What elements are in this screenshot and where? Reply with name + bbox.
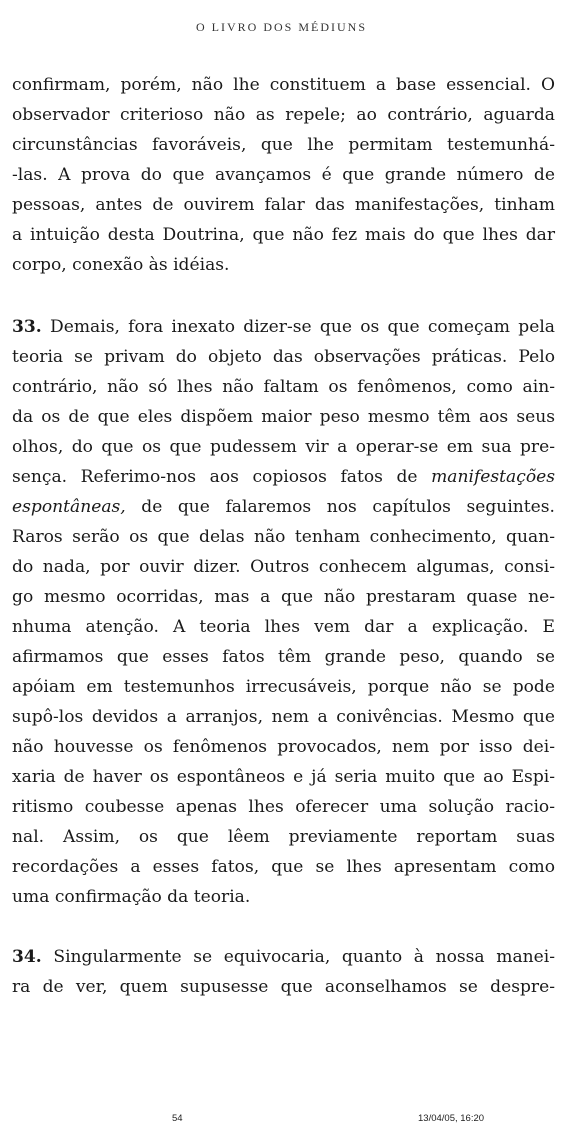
text-line xyxy=(12,492,555,522)
italic-term: manifestações xyxy=(431,467,555,487)
text-line: ritismo coubesse apenas lhes oferecer uma solução racio- xyxy=(12,797,555,817)
text-line xyxy=(12,942,555,972)
text-line: corpo, conexão às idéias. xyxy=(12,255,230,275)
text-line: não houvesse os fenômenos provocados, nem por isso dei- xyxy=(12,737,555,757)
text-line: recordações a esses fatos, que se lhes apresentam como xyxy=(12,857,555,877)
text-line: nal. Assim, os que lêem previamente reportam suas xyxy=(12,827,555,847)
text-line xyxy=(12,312,555,342)
text-line: confirmam, porém, não lhe constituem a base essencial. O xyxy=(12,75,555,95)
text-run: sença. Referimo-nos aos copiosos fatos de xyxy=(12,467,432,487)
italic-term: espontâneas, xyxy=(12,497,126,517)
text-line: circunstâncias favoráveis, que lhe permitam testemunhá- xyxy=(12,135,555,155)
paragraph-33 xyxy=(12,312,555,912)
paragraph-continuation xyxy=(12,70,555,280)
text-line: apóiam em testemunhos irrecusáveis, porque não se pode xyxy=(12,677,555,697)
paragraph-number: 34. xyxy=(12,947,42,967)
text-line: xaria de haver os espontâneos e já seria muito que ao Espi- xyxy=(12,767,555,787)
text-line: afirmamos que esses fatos têm grande peso, quando se xyxy=(12,647,555,667)
text-line: -las. A prova do que avançamos é que grande número de xyxy=(12,165,555,185)
print-timestamp: 13/04/05, 16:20 xyxy=(418,1113,485,1124)
text-run: Singularmente se equivocaria, quanto à nossa manei- xyxy=(41,947,555,967)
text-run: Demais, fora inexato dizer-se que os que começam pela xyxy=(41,317,555,337)
text-line: olhos, do que os que pudessem vir a operar-se em sua pre- xyxy=(12,437,555,457)
text-line: ra de ver, quem supusesse que aconselhamos se despre- xyxy=(12,977,555,997)
text-line xyxy=(12,462,555,492)
text-line: a intuição desta Doutrina, que não fez mais do que lhes dar xyxy=(12,225,555,245)
text-line: observador criterioso não as repele; ao contrário, aguarda xyxy=(12,105,555,125)
text-line: teoria se privam do objeto das observações práticas. Pelo xyxy=(12,347,555,367)
running-header: O LIVRO DOS MÉDIUNS xyxy=(195,20,367,34)
text-line: go mesmo ocorridas, mas a que não prestaram quase ne- xyxy=(12,587,555,607)
text-line: Raros serão os que delas não tenham conhecimento, quan- xyxy=(12,527,555,547)
text-run: de que falaremos nos capítulos seguintes. xyxy=(125,497,555,517)
text-line: supô-los devidos a arranjos, nem a conivências. Mesmo que xyxy=(12,707,555,727)
paragraph-34 xyxy=(12,942,555,1002)
paragraph-number: 33. xyxy=(12,317,42,337)
text-line: pessoas, antes de ouvirem falar das manifestações, tinham xyxy=(12,195,555,215)
text-line: nhuma atenção. A teoria lhes vem dar a explicação. E xyxy=(12,617,555,637)
text-line: uma confirmação da teoria. xyxy=(12,887,251,907)
text-line: contrário, não só lhes não faltam os fenômenos, como ain- xyxy=(12,377,555,397)
page-number: 54 xyxy=(172,1113,183,1124)
text-line: do nada, por ouvir dizer. Outros conhecem algumas, consi- xyxy=(12,557,555,577)
text-line: da os de que eles dispõem maior peso mesmo têm aos seus xyxy=(12,407,555,427)
